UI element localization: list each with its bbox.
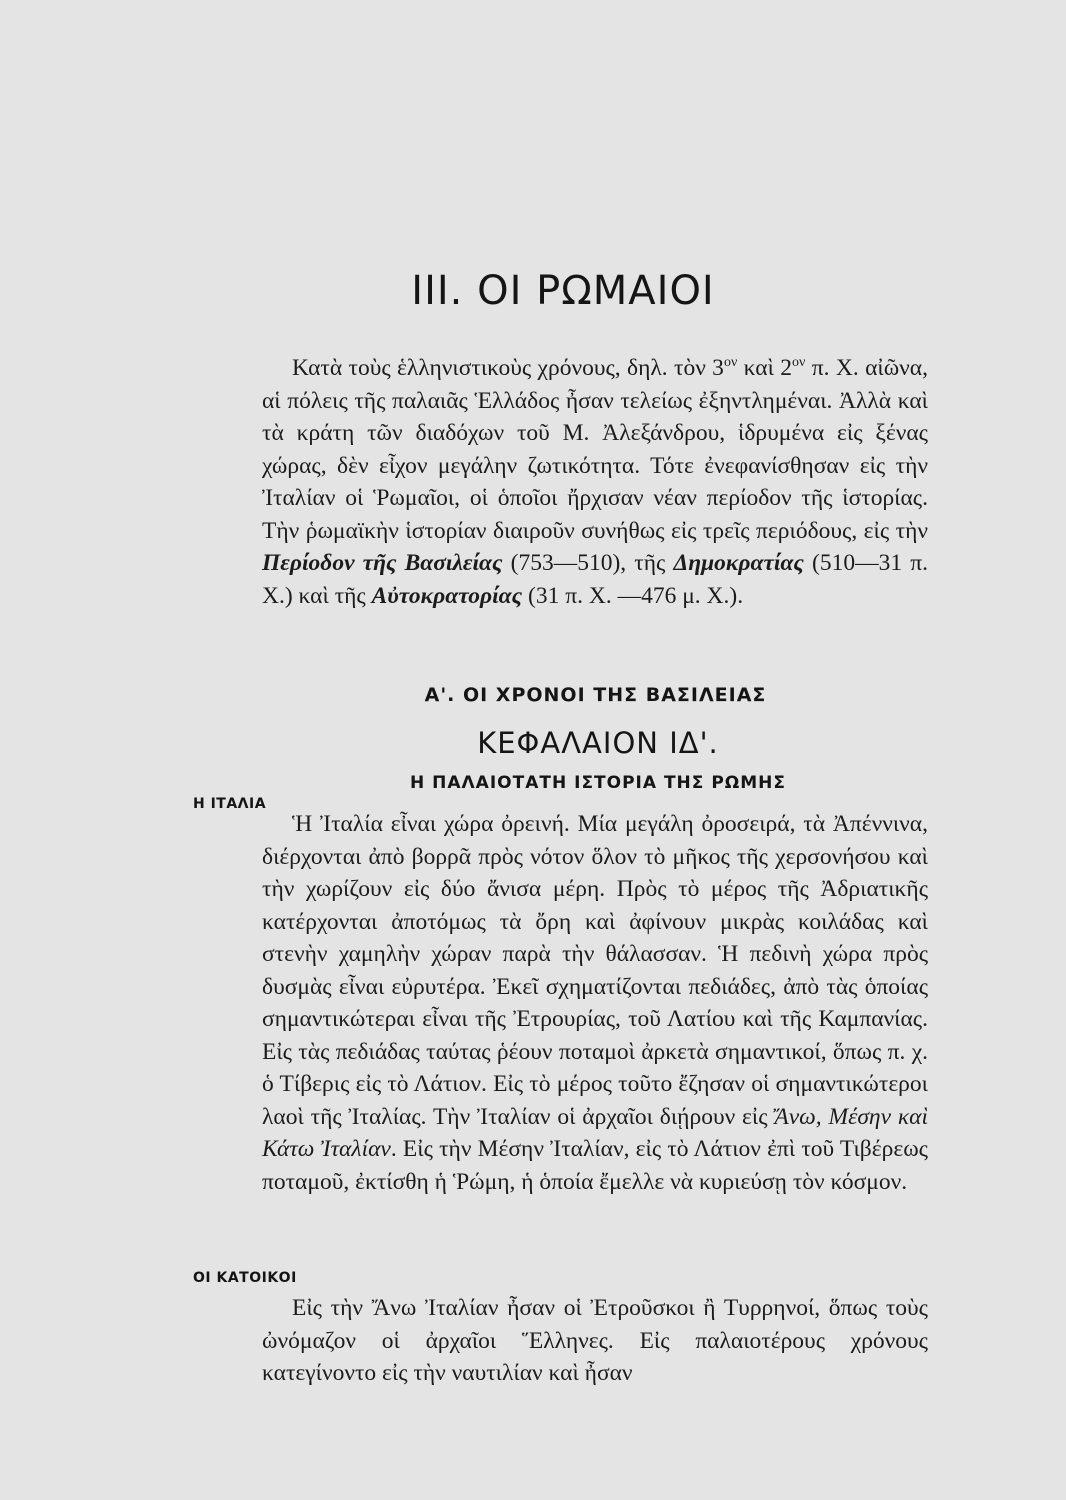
- intro-text: [262, 352, 928, 612]
- intro-text-5: (510—31 π. Χ.) καὶ τῆς: [262, 550, 928, 609]
- section-italia-text: [262, 808, 928, 1198]
- intro-text-3: π. Χ. αἰῶνα, αἱ πόλεις τῆς παλαιᾶς Ἑλλάδος ἦσαν τελείως ἐξηντλημέναι. Ἀλλὰ καὶ τὰ κράτη τῶν διαδόχων τοῦ Μ. Ἀλεξάνδρου, ἱδρυμένα εἰς ξένας χώρας, δὲν εἶχον μεγάλην ζωτικότητα. Τότε ἐνεφανίσθησαν εἰς τὴν Ἰταλίαν οἱ Ῥωμαῖοι, οἱ ὁποῖοι ἤρχισαν νέαν περίοδον τῆς ἱστορίας. Τὴν ῥωμαϊκὴν ἱστορίαν διαιροῦν συνήθως εἰς τρεῖς περιόδους, εἰς τὴν: [262, 355, 928, 544]
- intro-text-6: (31 π. Χ. —476 μ. Χ.).: [522, 582, 744, 609]
- intro-paragraph: [262, 352, 928, 612]
- intro-text-1: Κατὰ τοὺς ἑλληνιστικοὺς χρόνους, δηλ. τὸν 3: [292, 355, 724, 381]
- part-heading: Α'. ΟΙ ΧΡΟΝΟΙ ΤΗΣ ΒΑΣΙΛΕΙΑΣ: [424, 684, 767, 706]
- section-katoikoi-paragraph: [262, 1292, 928, 1390]
- margin-label-italia: Η ΙΤΑΛΙΑ: [193, 796, 267, 812]
- period-republic: Δημοκρατίας: [673, 550, 804, 576]
- chapter-heading: ΚΕΦΑΛΑΙΟΝ ΙΔ'.: [477, 726, 719, 760]
- period-empire: Αὐτοκρατορίας: [371, 582, 523, 609]
- intro-text-2: καὶ 2: [737, 355, 793, 381]
- section-italia-paragraph: [262, 808, 928, 1198]
- intro-text-4: (753—510), τῆς: [502, 550, 674, 576]
- italia-text-2: . Εἰς τὴν Μέσην Ἰταλίαν, εἰς τὸ Λάτιον ἐπὶ τοῦ Τιβέρεως ποταμοῦ, ἐκτίσθη ἡ Ῥώμη, ἡ ὁποία ἔμελλε νὰ κυριεύσῃ τὸν κόσμον.: [262, 1136, 928, 1195]
- italia-regions: Ἄνω, Μέσην καὶ Κάτω Ἰταλίαν: [262, 1103, 928, 1162]
- topic-heading: Η ΠΑΛΑΙΟΤΑΤΗ ΙΣΤΟΡΙΑ ΤΗΣ ΡΩΜΗΣ: [410, 773, 786, 793]
- section-katoikoi-text: Εἰς τὴν Ἄνω Ἰταλίαν ἦσαν οἱ Ἐτροῦσκοι ἢ Τυρρηνοί, ὅπως τοὺς ὠνόμαζον οἱ ἀρχαῖοι Ἕλληνες. Εἰς παλαιοτέρους χρόνους κατεγίνοντο εἰς τὴν ναυτιλίαν καὶ ἦσαν: [262, 1295, 928, 1386]
- margin-label-katoikoi: ΟΙ ΚΑΤΟΙΚΟΙ: [193, 1270, 297, 1286]
- italia-text-1: Ἡ Ἰταλία εἶναι χώρα ὀρεινή. Μία μεγάλη ὀροσειρά, τὰ Ἀπέννινα, διέρχονται ἀπὸ βορρᾶ πρὸς νότον ὅλον τὸ μῆκος τῆς χερσονήσου καὶ τὴν χωρίζουν εἰς δύο ἄνισα μέρη. Πρὸς τὸ μέρος τῆς Ἀδριατικῆς κατέρχονται ἀποτόμως τὰ ὄρη καὶ ἀφίνουν μικρὰς κοιλάδας καὶ στενὴν χαμηλὴν χώραν παρὰ τὴν θάλασσαν. Ἡ πεδινὴ χώρα πρὸς δυσμὰς εἶναι εὐρυτέρα. Ἐκεῖ σχηματίζονται πεδιάδες, ἀπὸ τὰς ὁποίας σημαντικώτεραι εἶναι τῆς Ἐτρουρίας, τοῦ Λατίου καὶ τῆς Καμπανίας. Εἰς τὰς πεδιάδας ταύτας ῥέουν ποταμοὶ ἀρκετὰ σημαντικοί, ὅπως π. χ. ὁ Τίβερις εἰς τὸ Λάτιον. Εἰς τὸ μέρος τοῦτο ἔζησαν οἱ σημαντικώτεροι λαοὶ τῆς Ἰταλίας. Τὴν Ἰταλίαν οἱ ἀρχαῖοι διῄρουν εἰς: [262, 811, 928, 1130]
- ordinal-suffix: ον: [723, 355, 738, 371]
- page-title: III. ΟΙ ΡΩΜΑΙΟΙ: [411, 268, 715, 314]
- ordinal-suffix: ον: [792, 355, 806, 371]
- period-kingdom: Περίοδον τῆς Βασιλείας: [262, 550, 503, 576]
